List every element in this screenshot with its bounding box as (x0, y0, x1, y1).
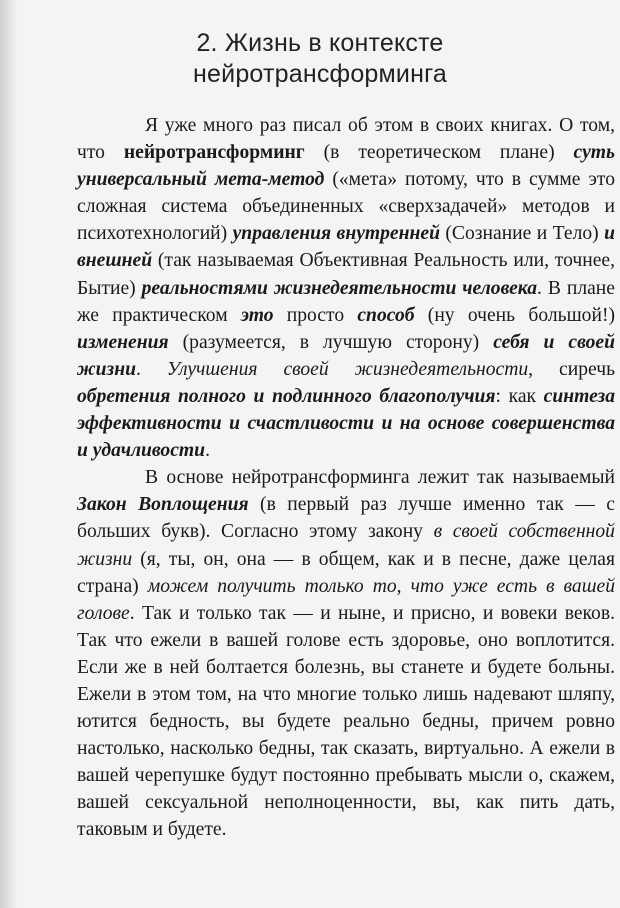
text-run: (так называемая Объективная Реальность или, точнее, Бытие) (77, 250, 615, 299)
text-run: : как (495, 385, 544, 407)
text-run: просто (273, 304, 358, 326)
text-run: (в первый раз лучше именно так — с больших букв). Согласно этому закону (77, 494, 616, 543)
text-run: (в теоретическом плане) (304, 142, 574, 164)
bold-italic-term: и внешней (77, 223, 615, 272)
text-run: (я, ты, он, она — в общем, как и в песне, даже целая страна) (77, 548, 615, 597)
bold-italic-term: суть универсальный мета-метод (77, 142, 615, 191)
text-run: Я уже много раз писал об этом в своих книгах. О том, что (77, 115, 615, 164)
text-run: . Так и только так — и ныне, и присно, и вовеки веков. Так что ежели в вашей голове есть здоровье, оно воплотится. Если же в ней болтается болезнь, вы станете и будете больны. Ежели в этом том, на что многие только лишь надевают шляпу, ютится бедность, вы будете реально бедны, причем ровно настолько, насколько бедны, так сказать, виртуально. А ежели в вашей черепушке будут постоянно пребывать мысли о, скажем, вашей сексуальной неполноценности, вы, как пить дать, таковым и будете. (77, 602, 615, 841)
text-run: («мета» потому, что в сумме это сложная система объединенных «сверхзадачей» методов и психотехнологий) (77, 169, 615, 245)
text-run: . (135, 358, 167, 380)
chapter-title-line-2: нейротрансформинга (193, 60, 447, 88)
bold-italic-term: обретения полного и подлинного благополучия (77, 385, 496, 407)
bold-italic-term: изменения (77, 331, 169, 353)
italic-phrase: можем получить только то, что уже есть в вашей голове (77, 575, 615, 624)
page-gutter-shadow (0, 0, 18, 908)
text-run: . (205, 440, 210, 462)
chapter-body (77, 112, 615, 844)
italic-phrase: Улучшения своей жизнедеятельности (166, 358, 529, 380)
paragraph-1 (77, 112, 615, 464)
bold-italic-term: реальностями жизнедеятельности человека (141, 277, 538, 299)
text-run: . В плане же практическом (77, 277, 615, 326)
bold-italic-term: себя и своей жизни (77, 331, 615, 380)
text-run: (разумеется, в лучшую сторону) (168, 331, 494, 353)
chapter-title-line-1: 2. Жизнь в контексте (196, 29, 444, 57)
bold-italic-term: синтеза эффективности и счастливости и на основе совершенства и удачливости (77, 385, 615, 462)
text-run: (Сознание и Тело) (439, 223, 605, 245)
italic-phrase: в своей собственной жизни (77, 521, 615, 570)
bold-italic-term: это (240, 304, 274, 326)
chapter-title (0, 28, 620, 90)
bold-italic-term: Закон Воплощения (77, 494, 249, 516)
text-run: , сиречь (528, 358, 616, 380)
bold-term: нейротрансформинг (123, 142, 305, 164)
text-run: (ну очень большой!) (414, 304, 615, 326)
text-run: В основе нейротрансформинга лежит так называемый (145, 467, 615, 489)
bold-italic-term: управления внутренней (232, 223, 440, 245)
paragraph-2 (77, 464, 615, 843)
bold-italic-term: способ (357, 304, 415, 326)
